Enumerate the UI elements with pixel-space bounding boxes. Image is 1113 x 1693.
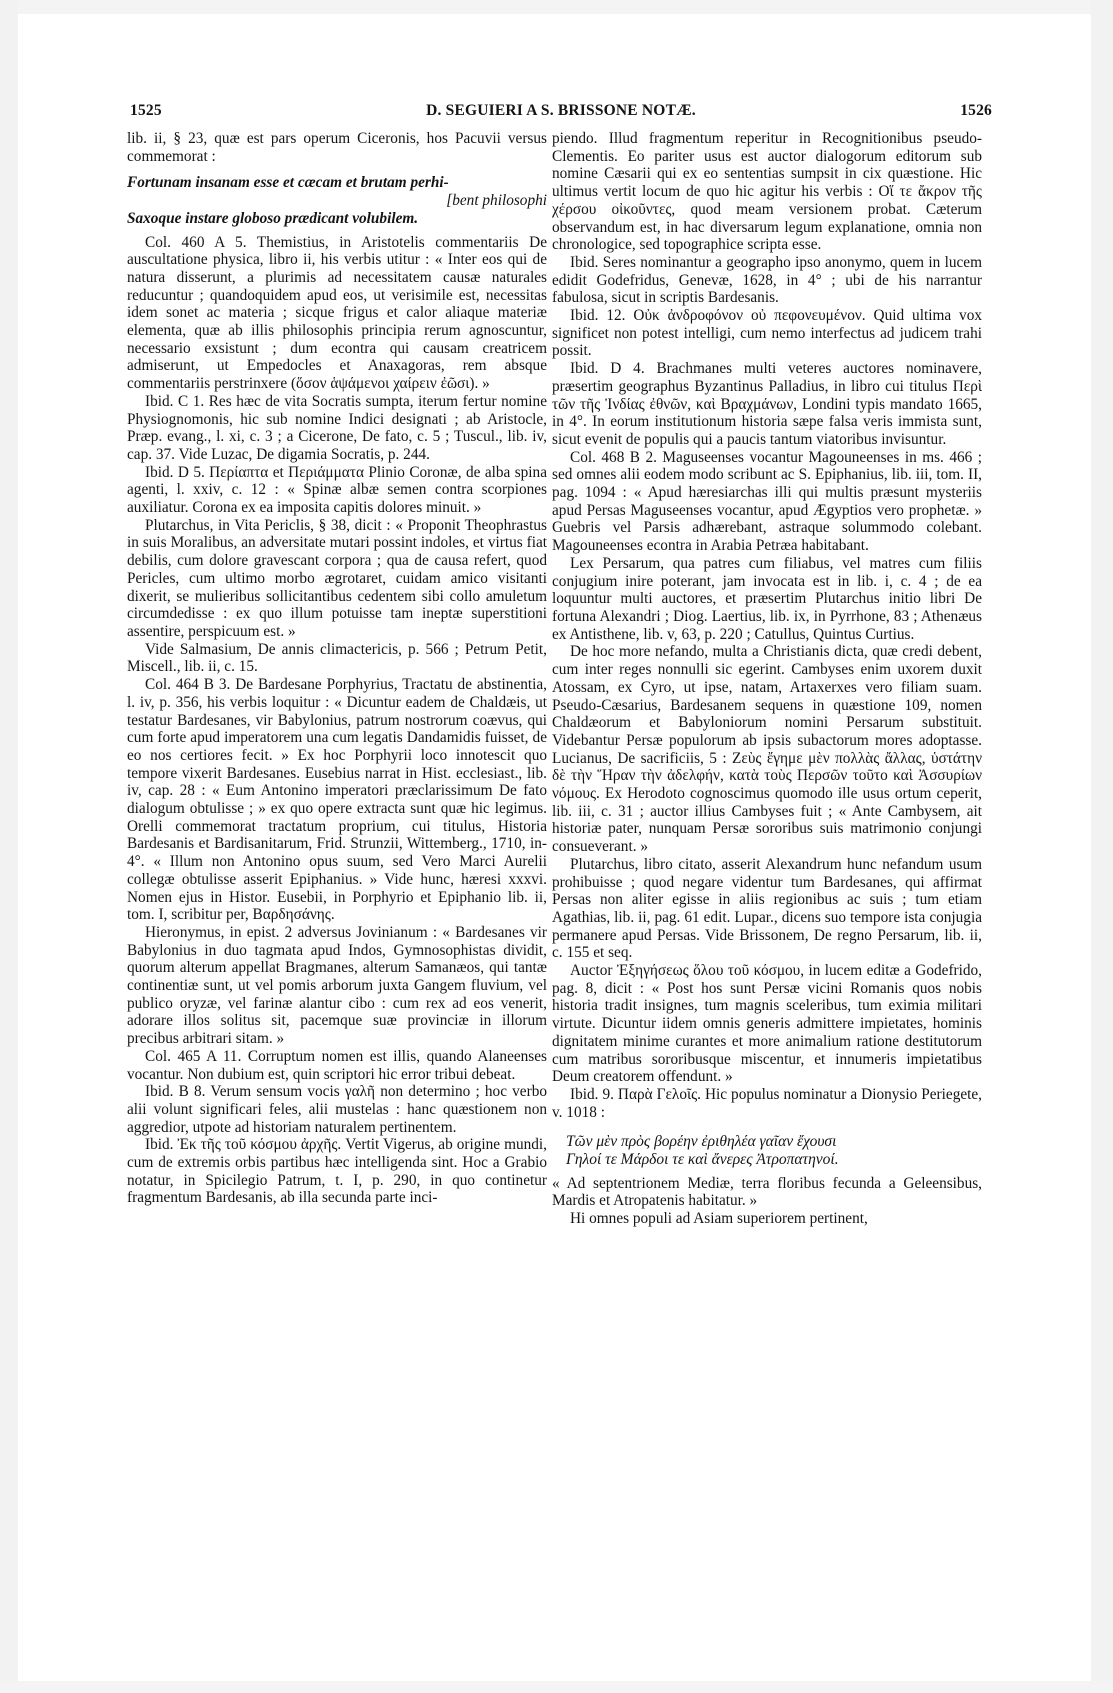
paragraph: Ibid. Seres nominantur a geographo ipso anonymo, quem in lucem edidit Godefridus, Genevæ, 1628, in 4° ; ubi de his narrantur fabulosa, sicut in scriptis Bardesanis. bbox=[552, 253, 982, 307]
paragraph: Hieronymus, in epist. 2 adversus Jovinianum : « Bardesanes vir Babylonius in duo tagmata apud Indos, Gymnosophistas dividit, quorum alterum appellat Bragmanes, alterum Samanæos, qui tantæ continentiæ sunt, ut vel pomis arborum juxta Gangem fluvium, vel publico oryzæ, vel farinæ alantur cibo : cum rex ad eos venerit, adorare illos solitus sit, pacemque suæ provinciæ in illorum precibus arbitrari sitam. » bbox=[127, 923, 547, 1048]
latin-verse bbox=[127, 174, 547, 227]
paragraph: Lex Persarum, qua patres cum filiabus, vel matres cum filiis conjugium inire poterant, jam invocata est in lib. i, c. 4 ; de ea loquuntur multi auctores, et præsertim Plutarchus initio libri De fortuna Alexandri ; Diog. Laertius, lib. ix, in Pyrrhone, 83 ; Athenæus ex Antisthene, lib. v, 63, p. 220 ; Catullus, Quintus Curtius. bbox=[552, 554, 982, 643]
right-column bbox=[552, 130, 982, 1560]
paragraph: Col. 464 B 3. De Bardesane Porphyrius, Tractatu de abstinentia, l. iv, p. 356, his verbis loquitur : « Dicuntur eadem de Chaldæis, ut testatur Bardesanes, vir Babylonius, patrum nostrorum coævus, qui cum forte apud imperatorem una cum legatis Dandamidis fuisset, de eo nos certiores fecit. » Ex hoc Porphyrii loco innotescit quo tempore vixerit Bardesanes. Eusebius narrat in Hist. ecclesiast., lib. iv, cap. 28 : « Eum Antonino imperatori præclarissimum De fato dialogum obtulisse ; » ex quo opere extracta sunt quæ hic legimus. Orelli commemorat tractatum proprium, cui titulus, Historia Bardesanis et Bardisanitarum, Frid. Strunzii, Wittemberg., 1710, in-4°. « Illum non Antonino opus suum, sed Vero Marci Aurelii collegæ obtulisse asserit Epiphanius. » Vide hunc, hæresi xxxvi. Nomen ejus in Histor. Eusebii, in Porphyrio et Epiphanio lib. ii, tom. I, scribitur per, Βαρδησάνης. bbox=[127, 676, 547, 924]
paragraph: piendo. Illud fragmentum reperitur in Recognitionibus pseudo-Clementis. Eo pariter usus est auctor dialogorum editorum sub nomine Cæsarii qui ex eo sententias sumpsit in cix quæstione. Hic ultimus vertit locum de quo hic agitur his verbis : Οἵ τε ἄκρον τῆς χέρσου οἰκοῦντες, quod meam versionem probat. Cæterum observandum est, in hac diversarum legum explanatione, omnia non chronologice, sed topographice scripta esse. bbox=[552, 130, 982, 254]
greek-verse bbox=[566, 1133, 982, 1168]
paragraph: Hi omnes populi ad Asiam superiorem pertinent, bbox=[570, 1210, 868, 1228]
verse-line: Τῶν μὲν πρὸς βορέην ἐριθηλέα γαῖαν ἔχουσι bbox=[566, 1133, 837, 1151]
verse-line: Saxoque instare globoso prædicant volubilem. bbox=[127, 209, 419, 227]
running-title: D. SEGUIERI A S. BRISSONE NOTÆ. bbox=[426, 102, 696, 119]
paragraph: Ibid. Ἐκ τῆς τοῦ κόσμου ἀρχῆς. Vertit Vigerus, ab origine mundi, cum de extremis orbis partibus hæc intelligenda sint. Hoc a Grabio notatur, in Spicilegio Patrum, t. I, p. 290, in quo continetur fragmentum Bardesanis, ab illa secunda parte inci- bbox=[127, 1136, 547, 1207]
paragraph: Ibid. 9. Παρὰ Γελοῖς. Hic populus nominatur a Dionysio Periegete, v. 1018 : bbox=[552, 1085, 982, 1121]
paragraph: Col. 468 B 2. Maguseenses vocantur Magouneenses in ms. 466 ; sed omnes alii eodem modo scribunt ac S. Epiphanius, lib. iii, tom. II, pag. 1094 : « Apud hæresiarchas illi qui multis præsunt mysteriis apud Persas Maguseenses vocantur, apud Ægyptios vero prophetæ. » Guebris vel Parsis adhærebant, astraque solummodo colebant. Magouneenses econtra in Arabia Petræa habitabant. bbox=[552, 448, 982, 555]
scan-border-bottom bbox=[0, 1681, 1113, 1693]
paragraph: Col. 465 A 11. Corruptum nomen est illis, quando Alaneenses vocantur. Non dubium est, quin scriptori hic error tribui debeat. bbox=[127, 1047, 547, 1083]
scan-border-top bbox=[0, 0, 1113, 14]
paragraph: Ibid. C 1. Res hæc de vita Socratis sumpta, iterum fertur nomine Physiognomonis, hic sub nomine Indici designati ; ab Aristocle, Præp. evang., l. xi, c. 3 ; a Cicerone, De fato, c. 5 ; Tuscul., lib. iv, cap. 37. Vide Luzac, De digamia Socratis, p. 244. bbox=[127, 392, 547, 463]
scan-border-right bbox=[1091, 0, 1113, 1693]
paragraph: Vide Salmasium, De annis climactericis, p. 566 ; Petrum Petit, Miscell., lib. ii, c. 15. bbox=[127, 640, 547, 676]
paragraph: Ibid. 12. Οὐκ ἀνδροφόνον οὐ πεφονευμένον. Quid ultima vox significet non potest intelligi, cum nemo interfectus ad judicem trahi possit. bbox=[552, 307, 982, 360]
paragraph: Plutarchus, in Vita Periclis, § 38, dicit : « Proponit Theophrastus in suis Moralibus, an adversitate mutari possint indoles, et virtus fiat debilis, cum dolore gravescant corpora ; qua de causa refert, quod Pericles, cum ultimo morbo ægrotaret, cuidam amico visitanti dixerit, se mulieribus sollicitantibus cedentem sibi collo amuletum circumdedisse : ex quo illum potuisse tam ineptæ superstitioni assentire, perspicuum est. » bbox=[127, 516, 547, 640]
paragraph: Ibid. D 4. Brachmanes multi veteres auctores nominavere, præsertim geographus Byzantinus Palladius, in libro cui titulus Περὶ τῶν τῆς Ἰνδίας ἐθνῶν, καὶ Βραχμάνων, Londini typis mandato 1665, in 4°. In eorum institutionum historia sæpe falsa veris immista sunt, sicut evenit de populis qui a paucis tantum viatoribus invisuntur. bbox=[552, 360, 982, 448]
paragraph: lib. ii, § 23, quæ est pars operum Ciceronis, hos Pacuvii versus commemorat : bbox=[127, 130, 547, 165]
column-number-right: 1526 bbox=[960, 102, 992, 119]
paragraph: Col. 460 A 5. Themistius, in Aristotelis commentariis De auscultatione physica, libro ii, his verbis utitur : « Inter eos qui de natura disserunt, a plurimis ad necessitatem causæ naturales reducuntur ; quandoquidem apud eos, ut verisimile est, necessitas idem sonet ac materia ; sicque frigus et calor aliaque materiæ elementa, quæ ab illis philosophis principia rerum agnoscuntur, necessario exsistunt ; dum econtra qui causam creatricem admiserunt, ut Empedocles et Anaxagoras, rem absque commentariis perstrinxere (ὅσον ἁψάμενοι χαίρειν ἐῶσι). » bbox=[127, 233, 547, 393]
paragraph: Ibid. D 5. Περίαπτα et Περιάμματα Plinio Coronæ, de alba spina agenti, l. xxiv, c. 12 : « Spinæ albæ semen contra scorpiones auxiliatur. Corona ex ea imposita capitis dolores minuit. » bbox=[127, 463, 547, 517]
verse-line-continuation: [bent philosophi bbox=[446, 192, 547, 210]
page-header bbox=[130, 102, 992, 122]
verse-line: Γηλοί τε Μάρδοι τε καὶ ἄνερες Ἀτροπατηνοί. bbox=[566, 1151, 839, 1169]
paragraph: « Ad septentrionem Mediæ, terra floribus fecunda a Geleensibus, Mardis et Atropatenis habitatur. » bbox=[552, 1174, 982, 1210]
verse-line: Fortunam insanam esse et cæcam et brutam perhi- bbox=[127, 174, 449, 192]
paragraph: Ibid. B 8. Verum sensum vocis γαλῆ non determino ; hoc verbo alii volunt significari feles, alii mustelas : hanc quæstionem non aggredior, utpote ad historiam naturalem pertinentem. bbox=[127, 1083, 547, 1136]
paragraph: De hoc more nefando, multa a Christianis dicta, quæ credi debent, cum inter reges nonnulli sic egerint. Cambyses enim uxorem duxit Atossam, ex Cyro, ut ipse, natam, Artaxerxes vero filiam suam. Pseudo-Cæsarius, Bardesanem sequens in quæstione 109, nomen Chaldæorum et Babyloniorum nomini Persarum substituit. Videbantur Persæ populorum ab ipsis subactorum mores adoptasse. Lucianus, De sacrificiis, 5 : Ζεὺς ἔγημε μὲν πολλὰς ἄλλας, ὑστάτην δὲ τὴν Ἥραν τὴν ἀδελφήν, κατὰ τοὺς Περσῶν τοῦτο καὶ Ἀσσυρίων νόμους. Ex Herodoto cognoscimus quomodo ille usus ortum ceperit, lib. iii, c. 31 ; auctor illius Cambyses fuit ; « Ante Cambysem, ait historiæ pater, nunquam Persæ sororibus suis matrimonio conjungi consueverant. » bbox=[552, 643, 982, 856]
paragraph: Plutarchus, libro citato, asserit Alexandrum hunc nefandum usum prohibuisse ; quod negare videntur tum Bardesanes, qui affirmat Persas non aliter egisse in aliis regionibus ac suis ; tum etiam Agathias, lib. ii, pag. 61 edit. Lupar., dicens suo tempore ista conjugia permanere apud Persas. Vide Brissonem, De regno Persarum, lib. ii, c. 155 et seq. bbox=[552, 855, 982, 962]
left-column bbox=[127, 130, 547, 1560]
scan-border-left bbox=[0, 0, 18, 1693]
column-number-left: 1525 bbox=[130, 102, 162, 119]
paragraph: Auctor Ἐξηγήσεως ὅλου τοῦ κόσμου, in lucem editæ a Godefrido, pag. 8, dicit : « Post hos sunt Persæ vicini Romanis quos nobis historia tradit insignes, tum magnis sceleribus, tum eximia militari virtute. Dicuntur iidem omnis generis admittere impietates, hominis dignitatem minime curantes et more animalium ratione destitutorum cum matribus sororibusque miscentur, et innumeris impietatibus Deum creatorem offendunt. » bbox=[552, 962, 982, 1086]
